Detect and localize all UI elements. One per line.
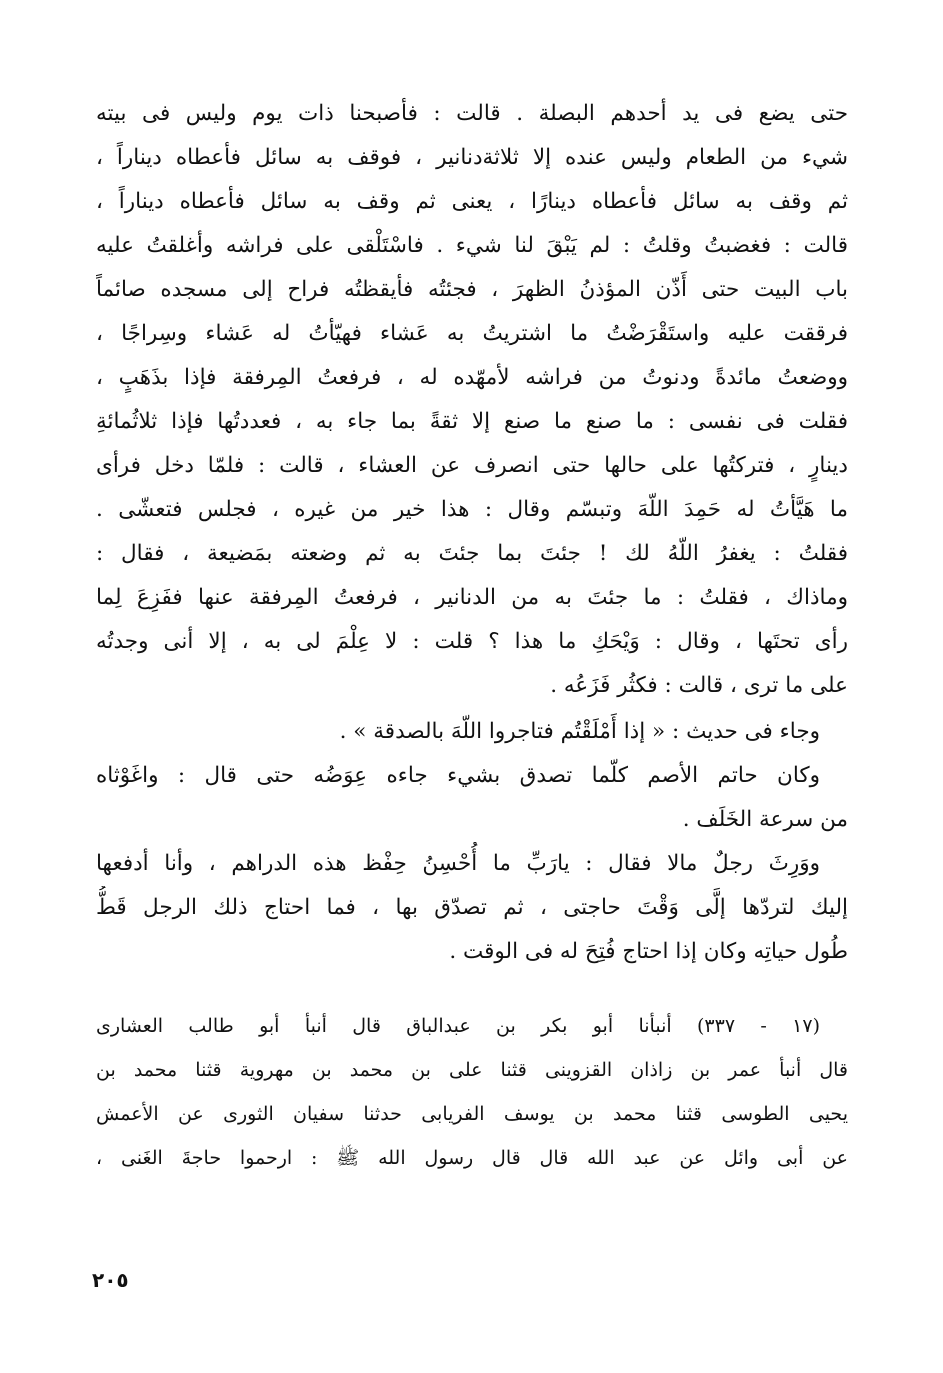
text-line: طُول حياتِه وكان إذا احتاج فُتِحَ له فى الوقت . (449, 939, 848, 964)
text-line: ما هَيَّأتُ له حَمِدَ اللّهَ وتبسّم وقال : هذا خير من غيره ، فجلس فتعشّى . (96, 497, 848, 522)
text-line: يحيى الطوسى قثنا محمد بن يوسف الفريابى حدثنا سفيان الثورى عن الأعمش (96, 1103, 848, 1125)
text-line: ووَرِثَ رجلٌ مالا فقال : يارَبِّ ما أُحْسِنُ حِفْظ هذه الدراهم ، وأنا أدفعها (96, 851, 820, 876)
text-line: قالت : فغضبتُ وقلتُ : لم يَبْقَ لنا شيء . فاسْتَلْقى على فراشه وأغلقتُ عليه (96, 233, 848, 258)
text-line: من سرعة الخَلَف . (682, 807, 848, 832)
text-line: على ما ترى ، قالت : فكثُر فَزَعُه . (550, 673, 848, 698)
text-line: فقلت فى نفسى : ما صنع ما صنع إلا ثقةً بما جاء به ، فعددتُها فإذا ثلاثُمائةِ (96, 409, 848, 434)
hadith-paragraph (96, 710, 848, 754)
narrative-paragraph (96, 92, 848, 708)
text-line: فقلتُ : يغفرُ اللّهُ لك ! جئتَ بما جئتَ به ثم وضعته بمَضيعة ، فقال : (96, 541, 848, 566)
hatim-paragraph (96, 754, 848, 842)
inheritance-paragraph (96, 842, 848, 974)
text-line: (١٧ - ٣٣٧) أنبأنا أبو بكر بن عبدالباق قال أنبأ أبو طالب العشارى (96, 1015, 820, 1037)
page-text-body (96, 92, 848, 1180)
text-line: شيء من الطعام وليس عنده إلا ثلاثةدنانير ، فوقف به سائل فأعطاه ديناراً ، (96, 145, 848, 170)
text-line: حتى يضع فى يد أحدهم البصلة . قالت : فأصبحنا ذات يوم وليس فى بيته (96, 101, 848, 126)
text-line: ثم وقف به سائل فأعطاه دينارًا ، يعنى ثم وقف به سائل فأعطاه ديناراً ، (96, 189, 848, 214)
page-number: ٢٠٥ (92, 1268, 129, 1292)
text-line: فرققت عليه واستَقْرَضْتُ ما اشتريتُ به عَشاء فهيّأتُ له عَشاء وسِراجًا ، (96, 321, 848, 346)
text-line: باب البيت حتى أَذّن المؤذنُ الظهرَ ، فجئتُه فأيقظتُه فراح إلى مسجده صائماً (96, 277, 848, 302)
text-line: وجاء فى حديث : « إذا أَمْلَقْتُم فتاجروا اللّهَ بالصدقة » . (339, 719, 820, 744)
hadith-chain-paragraph (96, 1004, 848, 1180)
text-line: وكان حاتم الأصم كلّما تصدق بشيء جاءه عِوَضُه حتى قال : واغَوْثاه (96, 763, 820, 788)
text-line: رأى تحتَها ، وقال : وَيْحَكِ ما هذا ؟ قلت : لا عِلْمَ لى به ، إلا أنى وجدتُه (96, 629, 848, 654)
text-line: عن أبى وائل عن عبد الله قال قال رسول الله ﷺ : ارحموا حاجةَ الغَنى ، (96, 1147, 848, 1169)
text-line: دينارٍ ، فتركتُها على حالها حتى انصرف عن العشاء ، قالت : فلمّا دخل فرأى (96, 453, 848, 478)
text-line: وماذاك ، فقلتُ : ما جئتَ به من الدنانير ، فرفعتُ المِرفقة عنها ففَزِعَ لِما (96, 585, 848, 610)
text-line: إليك لتردّها إلَّى وَقْتَ حاجتى ، ثم تصدّق بها ، فما احتاج ذلك الرجل قَطُّ (96, 895, 848, 920)
text-line: ووضعتُ مائدةً ودنوتُ من فراشه لأمهّده له ، فرفعتُ المِرفقة فإذا بذَهَبٍ ، (96, 365, 848, 390)
text-line: قال أنبأ عمر بن زاذان القزوينى قثنا على بن محمد بن مهروية قثنا محمد بن (96, 1059, 848, 1081)
